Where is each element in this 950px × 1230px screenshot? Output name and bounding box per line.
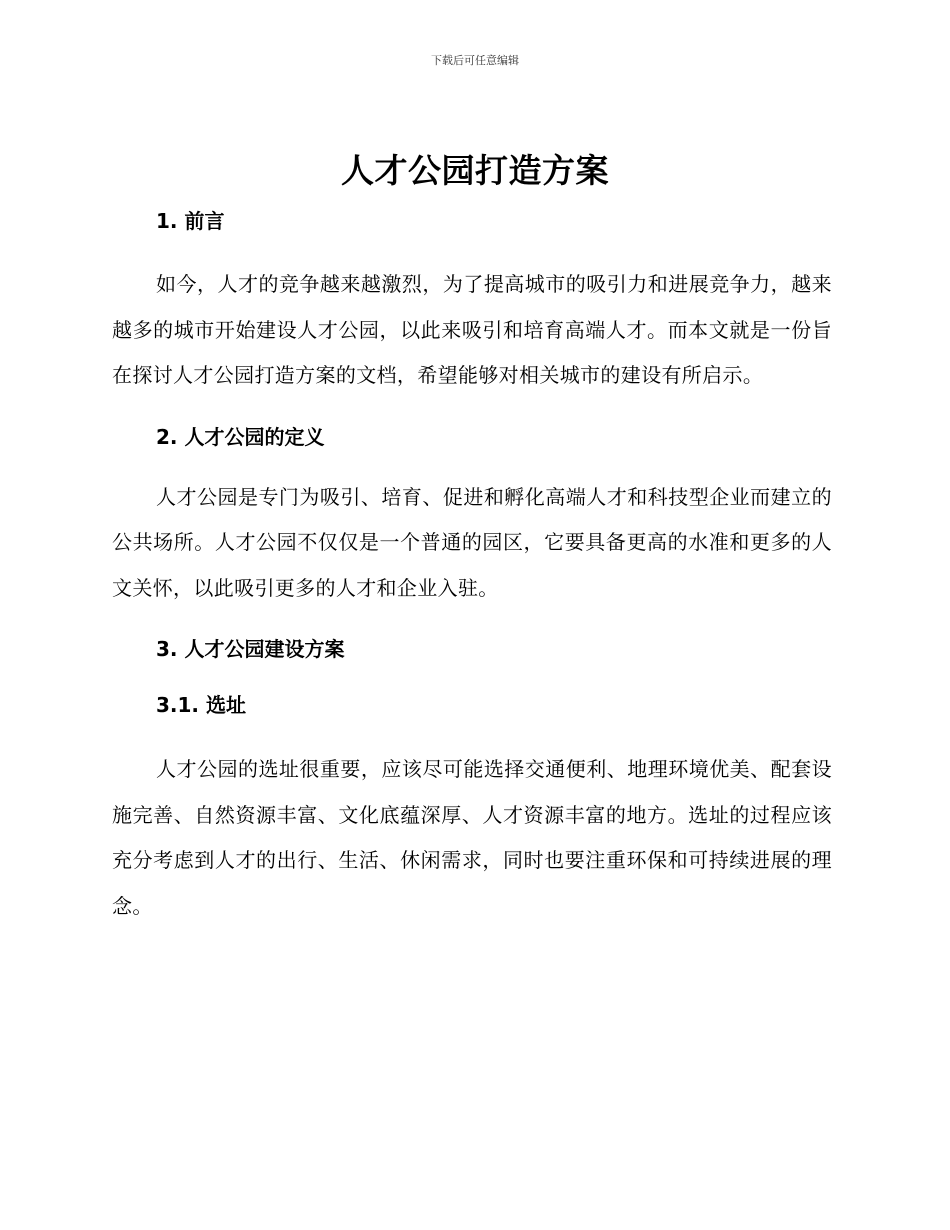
- section-heading-plan: 3. 人才公园建设方案: [156, 637, 345, 661]
- section-paragraph-definition: 人才公园是专门为吸引、培育、促进和孵化高端人才和科技型企业而建立的公共场所。人才公园不仅仅是一个普通的园区，它要具备更高的水准和更多的人文关怀，以此吸引更多的人才和企业入驻。: [112, 484, 832, 600]
- section-heading-definition: 2. 人才公园的定义: [156, 424, 325, 449]
- subsection-paragraph-site: 人才公园的选址很重要，应该尽可能选择交通便利、地理环境优美、配套设施完善、自然资源丰富、文化底蕴深厚、人才资源丰富的地方。选址的过程应该充分考虑到人才的出行、生活、休闲需求，同时也要注重环保和可持续进展的理念。: [112, 757, 832, 918]
- page-header-note: 下载后可任意编辑: [431, 54, 519, 67]
- section-heading-intro: 1. 前言: [156, 209, 225, 233]
- document-body: [112, 205, 832, 929]
- section-paragraph-intro: 如今，人才的竞争越来越激烈，为了提高城市的吸引力和进展竞争力，越来越多的城市开始建设人才公园，以此来吸引和培育高端人才。而本文就是一份旨在探讨人才公园打造方案的文档，希望能够对相关城市的建设有所启示。: [112, 272, 832, 387]
- document-title: 人才公园打造方案: [341, 151, 609, 190]
- subsection-heading-site: 3.1. 选址: [156, 693, 246, 717]
